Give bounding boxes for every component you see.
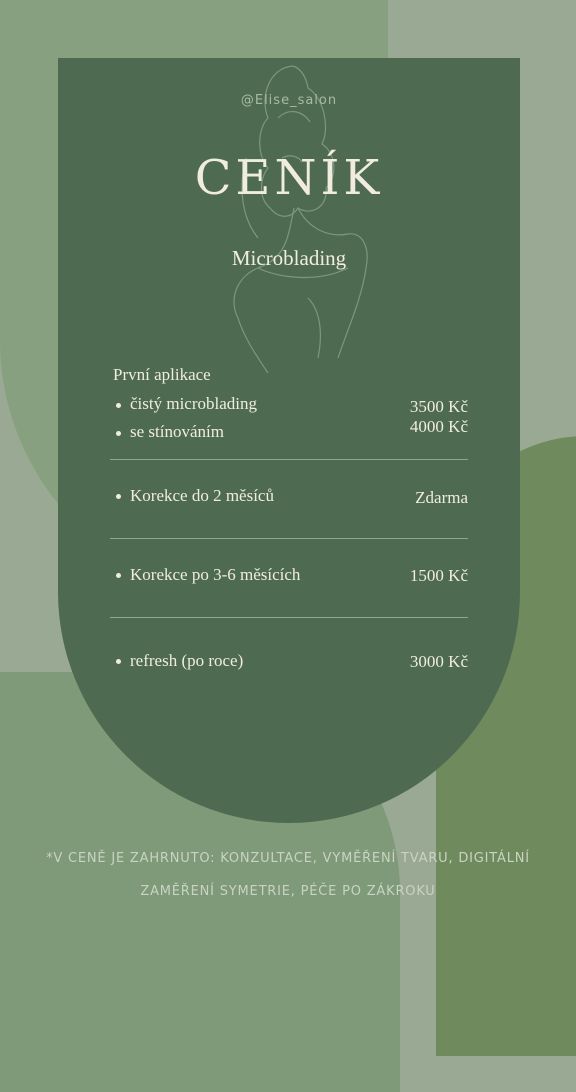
item-clean-microblading: čistý microblading	[130, 394, 258, 413]
footnote	[20, 842, 556, 908]
item-correction-2-months: Korekce do 2 měsíců	[130, 486, 274, 505]
divider	[110, 459, 468, 460]
footnote-line-2: ZAMĚŘENÍ SYMETRIE, PÉČE PO ZÁKROKU	[140, 884, 436, 899]
item-refresh: refresh (po roce)	[130, 651, 244, 670]
bullet-icon	[116, 403, 121, 408]
divider	[110, 617, 468, 618]
price-refresh: 3000 Kč	[409, 652, 468, 671]
item-correction-3-6-months: Korekce po 3-6 měsících	[130, 565, 301, 584]
bullet-icon	[116, 573, 121, 578]
bullet-icon	[116, 431, 121, 436]
price-shading: 4000 Kč	[409, 417, 468, 436]
price-correction-3-6-months: 1500 Kč	[409, 566, 468, 585]
price-clean-microblading: 3500 Kč	[409, 397, 468, 416]
bullet-icon	[116, 494, 121, 499]
salon-handle: @Elise_salon	[240, 93, 338, 108]
footnote-line-1: *V CENĚ JE ZAHRNUTO: KONZULTACE, VYMĚŘENÍ TVARU, DIGITÁLNÍ	[46, 851, 530, 866]
item-shading: se stínováním	[130, 422, 224, 441]
price-card	[58, 58, 520, 823]
service-subtitle: Microblading	[231, 246, 347, 270]
page-title: CENÍK	[194, 150, 384, 206]
divider	[110, 538, 468, 539]
section-heading-first-application: První aplikace	[113, 365, 211, 384]
price-correction-2-months: Zdarma	[415, 488, 468, 507]
bullet-icon	[116, 659, 121, 664]
